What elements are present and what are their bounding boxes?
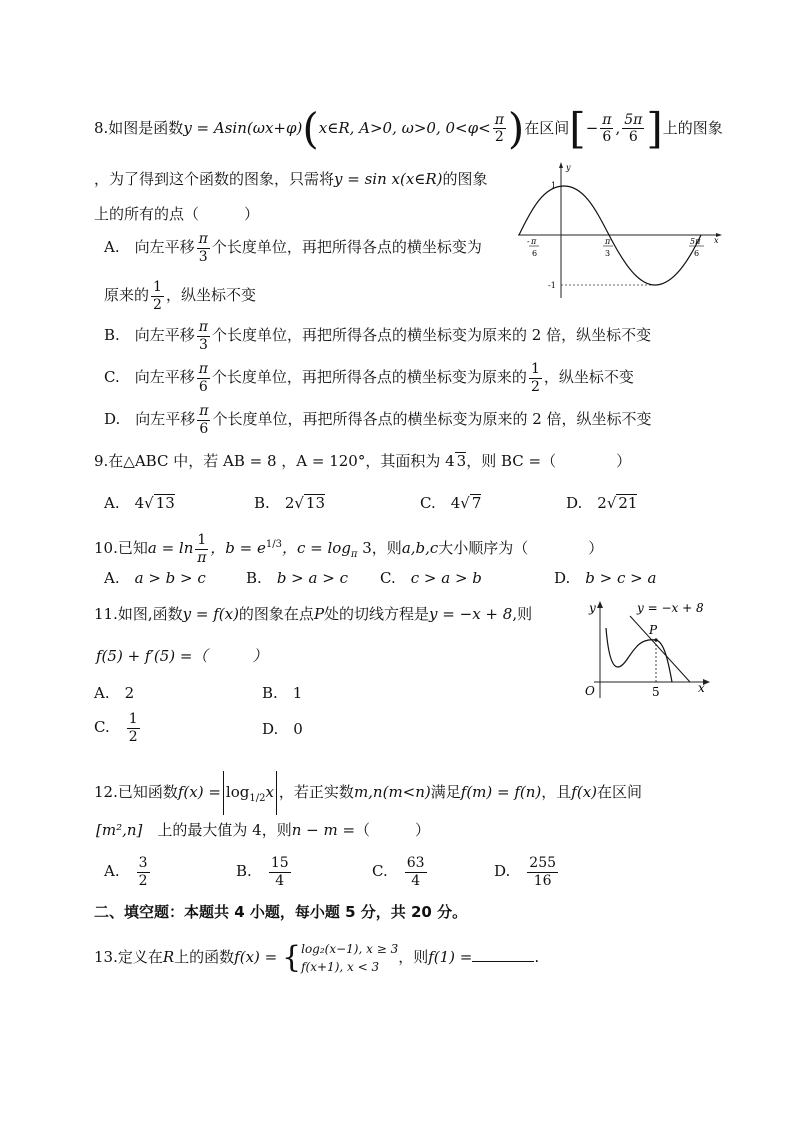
q11-graph-origin: O: [585, 684, 595, 698]
q13-stem: 13.定义在R上的函数f(x) = { log₂(x−1), x ≥ 3 f(x+1), x < 3 ，则f(1) = .: [94, 940, 540, 975]
q12-option-d[interactable]: D. $\frac{255}{16}$: [494, 855, 557, 889]
q8-line3: 上的所有的点（ ）: [94, 205, 260, 223]
q8-option-d[interactable]: D. 向左平移 $\frac{\pi}{6}$ 个长度单位，再把所得各点的横坐标变为原来的 2 倍，纵坐标不变: [104, 403, 652, 437]
q8-option-c[interactable]: C. 向左平移 $\frac{\pi}{6}$ 个长度单位，再把所得各点的横坐标变为原来的 $\frac{1}{2}$ ，纵坐标不变: [104, 361, 634, 395]
svg-text:6: 6: [694, 249, 700, 258]
q12-option-b[interactable]: B. $\frac{15}{4}$: [236, 855, 289, 889]
q10-option-b[interactable]: B. b > a > c: [246, 569, 348, 587]
q11-option-a[interactable]: A. 2: [94, 684, 135, 702]
svg-text:6: 6: [532, 249, 538, 258]
svg-text:5π: 5π: [690, 237, 701, 246]
q8-cond: x∈R, A>0, ω>0, 0<φ<: [318, 118, 491, 137]
q10-option-d[interactable]: D. b > c > a: [554, 569, 657, 587]
q9-option-c[interactable]: C. 4√ 7: [420, 494, 482, 512]
q8-sine-graph: [514, 160, 724, 300]
q11-option-c[interactable]: C. $\frac{1}{2}$: [94, 711, 138, 745]
q8-cond-frac: $\frac{\pi}{2}$: [494, 111, 504, 146]
q9-option-b[interactable]: B. 2√ 13: [254, 494, 326, 512]
paren-close: ): [507, 104, 525, 153]
q8-func: y = Asin(ωx+φ): [183, 118, 303, 137]
q13-cases: log₂(x−1), x ≥ 3 f(x+1), x < 3: [301, 942, 399, 974]
q8-option-a-line2: 原来的 $\frac{1}{2}$ ，纵坐标不变: [104, 279, 256, 313]
q8-line2: ，为了得到这个函数的图象，只需将y = sin x(x∈R)的图象: [94, 170, 488, 188]
q9-option-d[interactable]: D. 2√ 21: [566, 494, 638, 512]
q11-function-curve: [606, 628, 672, 682]
q9-option-a[interactable]: A. 4√ 13: [104, 494, 175, 512]
svg-text:-: -: [527, 237, 530, 246]
q8-interval-post: 上的图象: [662, 118, 723, 137]
q12-stem: 12.已知函数$f(x) = \log_{1/2}x$ ，若正实数m,n(m<n)满足f(m) = f(n)，且f(x)在区间: [94, 771, 642, 815]
q12-option-c[interactable]: C. $\frac{63}{4}$: [372, 855, 425, 889]
q11-graph-point-P: P: [649, 623, 658, 637]
q8-int-a: $\frac{\pi}{6}$: [602, 111, 612, 146]
q8-graph-ylabel: y: [566, 163, 571, 172]
q11-line2: f(5) + f′(5) =（ ）: [96, 647, 268, 665]
q11-graph-xlabel: x: [698, 681, 705, 695]
q8-graph-tick-1: 1: [551, 181, 557, 190]
q11-graph-tick-5: 5: [652, 685, 660, 699]
q12-option-a[interactable]: A. $\frac{3}{2}$: [104, 855, 148, 889]
q10-option-c[interactable]: C. c > a > b: [380, 569, 482, 587]
q11-tangent-line: [630, 616, 690, 682]
bracket-close: ]: [646, 104, 663, 153]
q8-graph-tick-5pi6: [689, 237, 704, 258]
q13-brace: {: [282, 940, 302, 975]
q11-graph-line-label: y = −x + 8: [637, 601, 704, 615]
q8-option-a[interactable]: A. 向左平移 $\frac{\pi}{3}$ 个长度单位，再把所得各点的横坐标变为: [104, 231, 482, 265]
q11-stem: 11.如图,函数y = f(x)的图象在点P处的切线方程是y = −x + 8,则: [94, 605, 533, 623]
svg-text:π: π: [605, 237, 611, 246]
q11-option-d[interactable]: D. 0: [262, 720, 303, 738]
q8-graph-tick-neg1: -1: [548, 281, 556, 290]
svg-text:3: 3: [605, 249, 611, 258]
svg-text:π: π: [531, 237, 537, 246]
q8-line1: 8.如图是函数y = Asin(ωx+φ)(x∈R, A>0, ω>0, 0<φ< $\frac{\pi}{2}$ )在区间[− $\frac{\pi}{6}$ , $\frac{5\pi}{6}$ ]上的图象: [94, 104, 723, 153]
paren-open: (: [302, 104, 319, 153]
q11-tangent-graph: [580, 598, 715, 700]
q8-sine-curve: [519, 186, 701, 285]
q10-stem: 10.已知a = ln $\frac{1}{\pi}$ ，$b = e^{1/3}$，$c = \log_\pi 3$，则a,b,c大小顺序为（ ）: [94, 532, 604, 566]
q8-stem: 8.如图是函数: [94, 118, 184, 137]
q8-graph-tick-pi6: [527, 237, 539, 258]
q11-option-b[interactable]: B. 1: [262, 684, 303, 702]
q11-graph-ylabel: y: [589, 601, 596, 615]
q9-stem: 9.在△ABC 中，若 AB = 8 ，A = 120°，其面积为 4 3，则 BC =（ ）: [94, 452, 632, 470]
q8-interval-pre: 在区间: [524, 118, 570, 137]
bracket-open: [: [569, 104, 586, 153]
section-heading: 二、填空题：本题共 4 小题，每小题 5 分，共 20 分。: [94, 903, 468, 921]
q8-graph-xlabel: x: [714, 236, 719, 245]
q13-answer-blank[interactable]: [472, 947, 534, 962]
q12-line2: [m²,n] 上的最大值为 4，则n − m =（ ）: [96, 821, 431, 839]
q10-option-a[interactable]: A. a > b > c: [104, 569, 206, 587]
q8-int-b: $\frac{5\pi}{6}$: [624, 111, 643, 146]
q8-option-b[interactable]: B. 向左平移 $\frac{\pi}{3}$ 个长度单位，再把所得各点的横坐标变为原来的 2 倍，纵坐标不变: [104, 319, 652, 353]
